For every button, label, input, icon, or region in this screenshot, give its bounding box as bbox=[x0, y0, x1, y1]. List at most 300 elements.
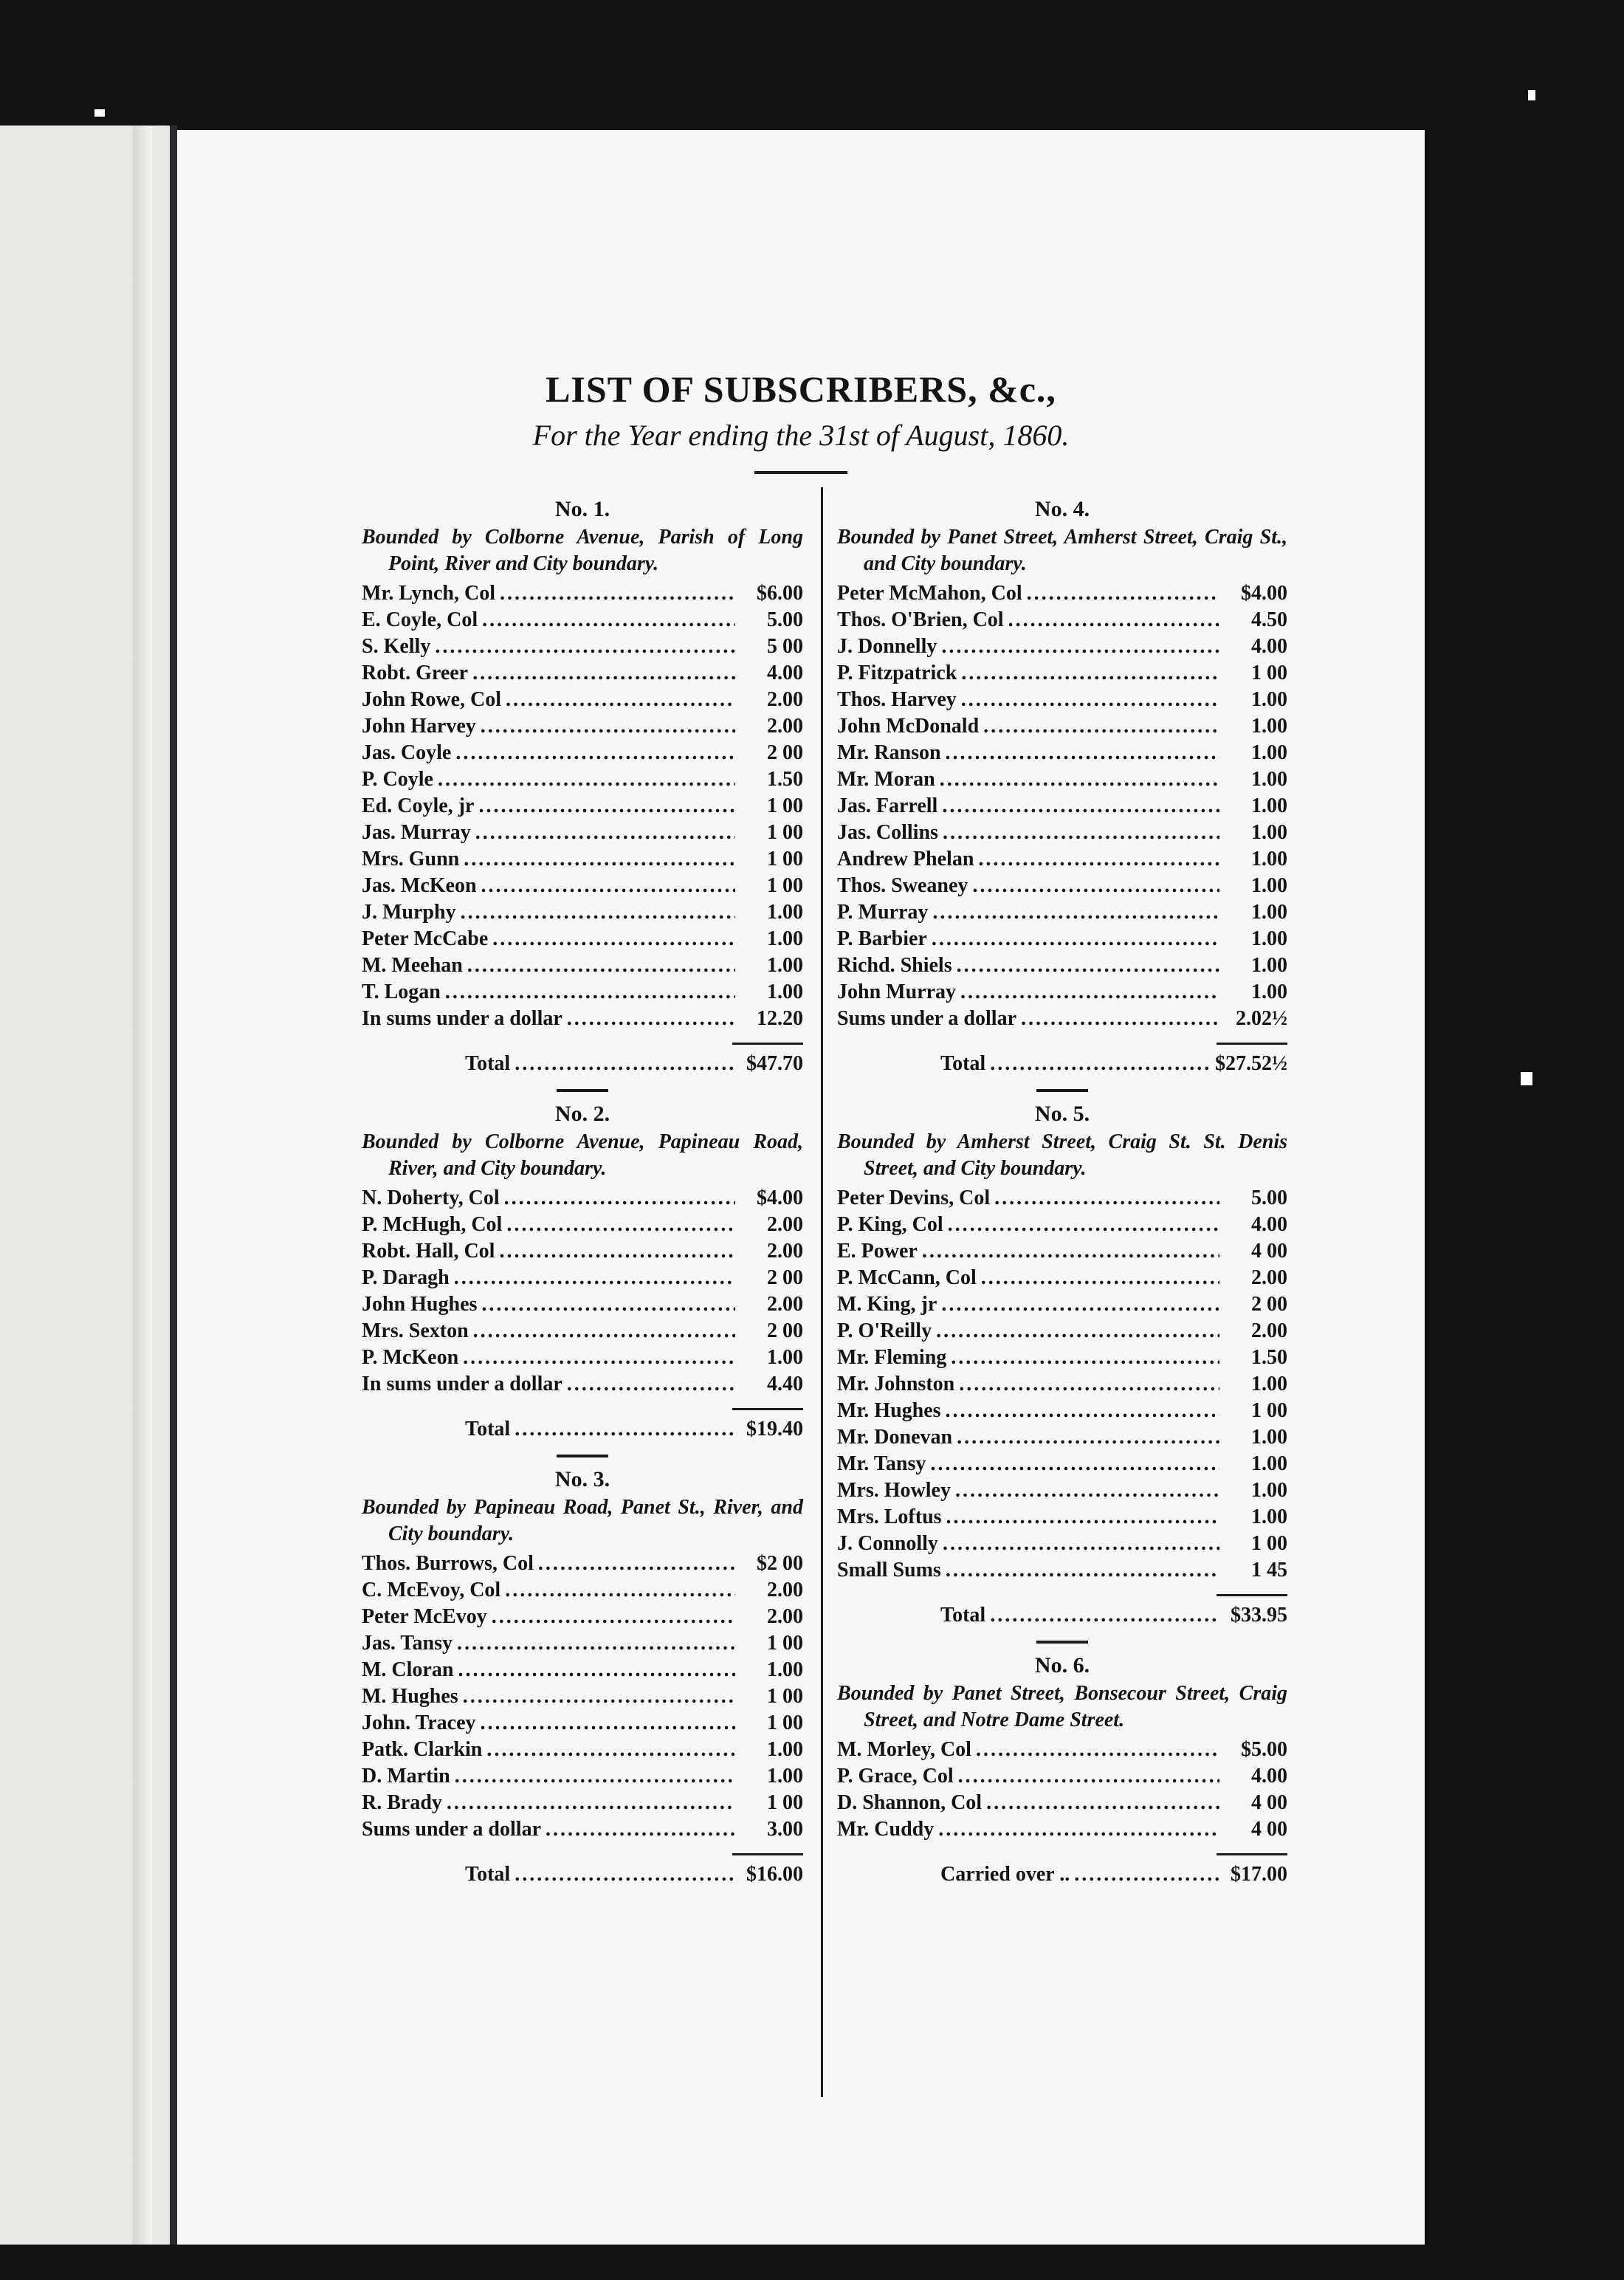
subscriber-amount: 1.00 bbox=[1251, 715, 1287, 738]
subscriber-row bbox=[837, 1451, 1287, 1477]
section-boundary: Bounded by Colborne Avenue, Parish of Long Point, River and City boundary. bbox=[362, 526, 803, 575]
leader-dots bbox=[458, 1657, 735, 1683]
leader-dots bbox=[515, 1051, 735, 1077]
total-amount: $17.00 bbox=[1231, 1863, 1287, 1886]
subscriber-amount: 2.00 bbox=[767, 1579, 803, 1601]
subscriber-amount: 2.02½ bbox=[1236, 1007, 1287, 1030]
total-amount: $33.95 bbox=[1231, 1604, 1287, 1627]
subscriber-amount: 4.00 bbox=[1251, 1213, 1287, 1236]
subscriber-row bbox=[837, 713, 1287, 740]
subscriber-row bbox=[837, 846, 1287, 873]
total-amount: $27.52½ bbox=[1215, 1052, 1287, 1075]
subscriber-amount: 1.00 bbox=[1251, 927, 1287, 950]
subscriber-row bbox=[837, 1318, 1287, 1345]
leader-dots bbox=[978, 846, 1219, 873]
subscriber-row bbox=[362, 1185, 803, 1212]
subscriber-amount: 1.00 bbox=[1251, 848, 1287, 871]
subscriber-name: Sums under a dollar bbox=[837, 1007, 1016, 1030]
subscriber-name: Ed. Coyle, jr bbox=[362, 794, 475, 817]
subscriber-row bbox=[837, 1265, 1287, 1291]
leader-dots bbox=[492, 1604, 735, 1630]
subscriber-row bbox=[362, 1790, 803, 1816]
subscriber-name: M. King, jr bbox=[837, 1293, 937, 1316]
subscriber-row bbox=[837, 1398, 1287, 1424]
subscriber-amount: 1.00 bbox=[767, 901, 803, 924]
leader-dots bbox=[957, 1424, 1219, 1451]
leader-dots bbox=[455, 740, 735, 766]
leader-dots bbox=[951, 1345, 1219, 1371]
subscriber-section bbox=[821, 1641, 1287, 1888]
total-amount: $19.40 bbox=[746, 1418, 803, 1441]
leader-dots bbox=[946, 1504, 1219, 1531]
subscriber-section bbox=[362, 495, 803, 1077]
subscriber-amount: 1 00 bbox=[767, 1685, 803, 1708]
total-rule bbox=[1217, 1594, 1287, 1596]
subscriber-name: P. O'Reilly bbox=[837, 1319, 932, 1342]
subscriber-row bbox=[362, 740, 803, 766]
subscriber-row bbox=[837, 1531, 1287, 1557]
subscriber-row bbox=[362, 1238, 803, 1265]
subscriber-row bbox=[837, 873, 1287, 899]
subscriber-amount: 1.00 bbox=[1251, 821, 1287, 844]
subscriber-name: J. Connolly bbox=[837, 1532, 938, 1555]
subscriber-amount: 1.00 bbox=[1251, 954, 1287, 977]
subscriber-amount: 1.00 bbox=[1251, 1373, 1287, 1395]
subscriber-name: Mr. Moran bbox=[837, 768, 935, 791]
leader-dots bbox=[941, 633, 1219, 660]
leader-dots bbox=[942, 793, 1219, 820]
section-heading: No. 2. bbox=[554, 1102, 610, 1126]
leader-dots bbox=[959, 1371, 1219, 1398]
subscriber-name: Jas. Tansy bbox=[362, 1632, 453, 1655]
subscriber-row bbox=[362, 1737, 803, 1763]
subscriber-amount: 1.00 bbox=[767, 981, 803, 1003]
subscriber-amount: 4 00 bbox=[1251, 1791, 1287, 1814]
section-heading: No. 1. bbox=[554, 497, 610, 521]
subscriber-amount: 2.00 bbox=[1251, 1319, 1287, 1342]
leader-dots bbox=[505, 1577, 735, 1604]
page-subtitle: For the Year ending the 31st of August, 1860. bbox=[532, 419, 1070, 452]
scan-speck bbox=[1528, 90, 1535, 100]
subscriber-name: J. Donnelly bbox=[837, 635, 937, 658]
subscriber-name: P. Grace, Col bbox=[837, 1765, 954, 1788]
subscriber-name: Peter McMahon, Col bbox=[837, 582, 1022, 605]
leader-dots bbox=[481, 873, 735, 899]
leader-dots bbox=[961, 660, 1219, 687]
subscriber-row bbox=[837, 793, 1287, 820]
page-gutter bbox=[133, 126, 152, 2245]
total-amount: $16.00 bbox=[746, 1863, 803, 1886]
section-separator bbox=[557, 1089, 608, 1092]
subscriber-name: Mrs. Gunn bbox=[362, 848, 460, 871]
leader-dots bbox=[504, 1185, 735, 1212]
subscriber-amount: 1.00 bbox=[1251, 688, 1287, 711]
subscriber-name: Mrs. Howley bbox=[837, 1479, 951, 1502]
subscriber-row bbox=[362, 1816, 803, 1843]
leader-dots bbox=[473, 1318, 735, 1345]
subscriber-amount: 1.00 bbox=[767, 927, 803, 950]
subscriber-name: R. Brady bbox=[362, 1791, 442, 1814]
subscriber-amount: 5.00 bbox=[1251, 1187, 1287, 1209]
subscriber-amount: $4.00 bbox=[1241, 582, 1287, 605]
subscriber-amount: 1.00 bbox=[1251, 1505, 1287, 1528]
subscriber-row bbox=[837, 1477, 1287, 1504]
subscriber-row bbox=[837, 1424, 1287, 1451]
subscriber-amount: 1 00 bbox=[767, 1632, 803, 1655]
leader-dots bbox=[946, 1398, 1219, 1424]
subscriber-row bbox=[837, 1371, 1287, 1398]
section-boundary: Bounded by Colborne Avenue, Papineau Road, River, and City boundary. bbox=[362, 1130, 803, 1180]
subscriber-name: Mr. Ranson bbox=[837, 741, 941, 764]
subscriber-name: Mr. Tansy bbox=[837, 1452, 926, 1475]
subscriber-amount: 1.00 bbox=[1251, 768, 1287, 791]
subscriber-amount: 1.00 bbox=[767, 1658, 803, 1681]
subscriber-name: P. Coyle bbox=[362, 768, 433, 791]
subscriber-amount: 2.00 bbox=[767, 715, 803, 738]
subscriber-name: Peter Devins, Col bbox=[837, 1187, 991, 1209]
leader-dots bbox=[435, 633, 735, 660]
subscriber-amount: 5 00 bbox=[767, 635, 803, 658]
leader-dots bbox=[463, 1345, 735, 1371]
subscriber-amount: $4.00 bbox=[757, 1187, 803, 1209]
subscriber-name: Mr. Donevan bbox=[837, 1426, 953, 1449]
leader-dots bbox=[990, 1602, 1219, 1629]
subscriber-row bbox=[362, 793, 803, 820]
leader-dots bbox=[463, 1683, 735, 1710]
subscriber-name: Mr. Johnston bbox=[837, 1373, 955, 1395]
subscriber-amount: 2.00 bbox=[767, 1240, 803, 1263]
subscriber-name: M. Meehan bbox=[362, 954, 463, 977]
subscriber-row bbox=[837, 899, 1287, 926]
subscriber-name: John Murray bbox=[837, 981, 956, 1003]
subscriber-row bbox=[362, 1291, 803, 1318]
subscriber-amount: 4.40 bbox=[767, 1373, 803, 1395]
subscriber-row bbox=[362, 1577, 803, 1604]
subscriber-name: Mr. Cuddy bbox=[837, 1818, 935, 1841]
leader-dots bbox=[481, 713, 735, 740]
subscriber-amount: 4.50 bbox=[1251, 608, 1287, 631]
subscriber-name: In sums under a dollar bbox=[362, 1373, 562, 1395]
subscriber-name: Andrew Phelan bbox=[837, 848, 974, 871]
subscriber-name: Richd. Shiels bbox=[837, 954, 952, 977]
leader-dots bbox=[515, 1416, 735, 1443]
subscriber-row bbox=[362, 766, 803, 793]
subscriber-row bbox=[837, 952, 1287, 979]
subscriber-row bbox=[837, 766, 1287, 793]
subscriber-name: M. Morley, Col bbox=[837, 1738, 971, 1761]
subscriber-name: Thos. Harvey bbox=[837, 688, 957, 711]
leader-dots bbox=[943, 1531, 1219, 1557]
subscriber-row bbox=[837, 1816, 1287, 1843]
section-heading: No. 5. bbox=[1034, 1102, 1090, 1126]
subscriber-row bbox=[837, 1238, 1287, 1265]
subscriber-name: Mrs. Loftus bbox=[837, 1505, 942, 1528]
leader-dots bbox=[994, 1185, 1219, 1212]
leader-dots bbox=[960, 979, 1219, 1006]
subscriber-name: P. McKeon bbox=[362, 1346, 459, 1369]
subscriber-row bbox=[362, 846, 803, 873]
subscriber-name: D. Martin bbox=[362, 1765, 450, 1788]
subscriber-name: Robt. Hall, Col bbox=[362, 1240, 495, 1263]
section-separator bbox=[1036, 1089, 1088, 1092]
total-rule bbox=[732, 1043, 803, 1045]
leader-dots bbox=[472, 660, 735, 687]
subscriber-name: S. Kelly bbox=[362, 635, 431, 658]
subscriber-name: Peter McEvoy bbox=[362, 1605, 487, 1628]
subscriber-row bbox=[362, 979, 803, 1006]
section-heading: No. 3. bbox=[554, 1467, 610, 1491]
subscriber-name: J. Murphy bbox=[362, 901, 456, 924]
subscriber-row bbox=[362, 1371, 803, 1398]
total-rule bbox=[732, 1408, 803, 1410]
subscriber-row bbox=[362, 1551, 803, 1577]
total-rule bbox=[732, 1853, 803, 1855]
subscriber-name: M. Cloran bbox=[362, 1658, 454, 1681]
subscriber-name: P. Barbier bbox=[837, 927, 927, 950]
total-row bbox=[362, 1416, 803, 1443]
subscriber-amount: 2.00 bbox=[767, 1605, 803, 1628]
subscriber-row bbox=[362, 1345, 803, 1371]
subscriber-amount: 1.00 bbox=[767, 954, 803, 977]
subscriber-name: P. Murray bbox=[837, 901, 929, 924]
subscriber-amount: 1 00 bbox=[1251, 662, 1287, 684]
subscriber-row bbox=[837, 580, 1287, 607]
subscriber-amount: 1.00 bbox=[1251, 1479, 1287, 1502]
subscriber-name: M. Hughes bbox=[362, 1685, 458, 1708]
subscriber-amount: 2.00 bbox=[767, 1213, 803, 1236]
leader-dots bbox=[932, 899, 1219, 926]
leader-dots bbox=[478, 793, 735, 820]
subscriber-row bbox=[362, 687, 803, 713]
subscriber-row bbox=[362, 1265, 803, 1291]
subscriber-row bbox=[837, 1212, 1287, 1238]
subscriber-name: N. Doherty, Col bbox=[362, 1187, 500, 1209]
leader-dots bbox=[500, 580, 735, 607]
subscriber-name: P. McCann, Col bbox=[837, 1266, 977, 1289]
subscriber-amount: 4.00 bbox=[1251, 635, 1287, 658]
subscriber-row bbox=[837, 1504, 1287, 1531]
subscriber-amount: 1 00 bbox=[767, 1711, 803, 1734]
leader-dots bbox=[506, 1212, 735, 1238]
total-label: Total bbox=[940, 1052, 986, 1075]
subscriber-amount: 1 00 bbox=[767, 874, 803, 897]
subscriber-amount: 1.00 bbox=[1251, 741, 1287, 764]
leader-dots bbox=[955, 1477, 1219, 1504]
subscriber-row bbox=[362, 1710, 803, 1737]
subscriber-amount: 1.00 bbox=[1251, 901, 1287, 924]
total-label: Carried over .. bbox=[940, 1863, 1070, 1886]
subscriber-row bbox=[362, 820, 803, 846]
leader-dots bbox=[475, 820, 735, 846]
subscriber-name: P. King, Col bbox=[837, 1213, 943, 1236]
subscriber-row bbox=[837, 1737, 1287, 1763]
subscriber-row bbox=[362, 1763, 803, 1790]
section-separator bbox=[1036, 1641, 1088, 1644]
subscriber-row bbox=[362, 580, 803, 607]
subscriber-name: P. Fitzpatrick bbox=[837, 662, 957, 684]
subscriber-amount: $6.00 bbox=[757, 582, 803, 605]
subscriber-row bbox=[837, 1185, 1287, 1212]
subscriber-name: Thos. Burrows, Col bbox=[362, 1552, 534, 1575]
subscriber-name: Patk. Clarkin bbox=[362, 1738, 483, 1761]
leader-dots bbox=[447, 1790, 735, 1816]
leader-dots bbox=[445, 979, 735, 1006]
leader-dots bbox=[1074, 1861, 1219, 1888]
subscriber-row bbox=[837, 740, 1287, 766]
left-column bbox=[362, 492, 803, 1888]
leader-dots bbox=[986, 1790, 1219, 1816]
subscriber-amount: 1 00 bbox=[767, 848, 803, 871]
leader-dots bbox=[492, 926, 735, 952]
subscriber-amount: 3.00 bbox=[767, 1818, 803, 1841]
subscriber-amount: 1 00 bbox=[1251, 1532, 1287, 1555]
scan-speck bbox=[1521, 1072, 1532, 1085]
section-boundary: Bounded by Panet Street, Bonsecour Street, Craig Street, and Notre Dame Street. bbox=[837, 1682, 1287, 1731]
subscriber-row bbox=[362, 713, 803, 740]
subscriber-amount: 2 00 bbox=[767, 1319, 803, 1342]
subscriber-name: Jas. Murray bbox=[362, 821, 471, 844]
subscriber-row bbox=[362, 926, 803, 952]
subscriber-row bbox=[362, 1604, 803, 1630]
leader-dots bbox=[567, 1371, 735, 1398]
subscriber-name: Jas. Coyle bbox=[362, 741, 452, 764]
total-rule bbox=[1217, 1853, 1287, 1855]
subscriber-amount: 4 00 bbox=[1251, 1240, 1287, 1263]
leader-dots bbox=[961, 687, 1219, 713]
leader-dots bbox=[943, 820, 1219, 846]
subscriber-row bbox=[362, 1657, 803, 1683]
subscriber-amount: 1.00 bbox=[1251, 1426, 1287, 1449]
subscriber-row bbox=[362, 1212, 803, 1238]
subscriber-row bbox=[837, 1790, 1287, 1816]
subscriber-section bbox=[821, 495, 1287, 1077]
subscriber-amount: 1 00 bbox=[1251, 1399, 1287, 1422]
leader-dots bbox=[464, 846, 735, 873]
subscriber-amount: 2.00 bbox=[767, 1293, 803, 1316]
subscriber-row bbox=[837, 926, 1287, 952]
subscriber-amount: 2.00 bbox=[767, 688, 803, 711]
subscriber-amount: 2.00 bbox=[1251, 1266, 1287, 1289]
total-row bbox=[837, 1602, 1287, 1629]
scan-speck bbox=[94, 109, 105, 117]
subscriber-name: Thos. O'Brien, Col bbox=[837, 608, 1004, 631]
subscriber-amount: 2 00 bbox=[1251, 1293, 1287, 1316]
leader-dots bbox=[506, 687, 735, 713]
subscriber-name: P. McHugh, Col bbox=[362, 1213, 503, 1236]
subscriber-row bbox=[837, 687, 1287, 713]
subscriber-row bbox=[362, 633, 803, 660]
subscriber-amount: 1 00 bbox=[767, 821, 803, 844]
subscriber-row bbox=[837, 1557, 1287, 1584]
subscriber-amount: 2 00 bbox=[767, 741, 803, 764]
subscriber-row bbox=[837, 1291, 1287, 1318]
subscriber-name: T. Logan bbox=[362, 981, 441, 1003]
subscriber-name: Sums under a dollar bbox=[362, 1818, 541, 1841]
subscriber-row bbox=[362, 899, 803, 926]
subscriber-row bbox=[837, 1006, 1287, 1032]
total-label: Total bbox=[465, 1863, 511, 1886]
subscriber-row bbox=[362, 1318, 803, 1345]
subscriber-name: John McDonald bbox=[837, 715, 980, 738]
leader-dots bbox=[1027, 580, 1219, 607]
subscriber-amount: $5.00 bbox=[1241, 1738, 1287, 1761]
leader-dots bbox=[940, 766, 1219, 793]
subscriber-name: Mrs. Sexton bbox=[362, 1319, 469, 1342]
subscriber-amount: 1.00 bbox=[767, 1346, 803, 1369]
total-label: Total bbox=[465, 1418, 511, 1441]
subscriber-name: C. McEvoy, Col bbox=[362, 1579, 501, 1601]
subscriber-row bbox=[837, 607, 1287, 633]
subscriber-name: Robt. Greer bbox=[362, 662, 469, 684]
subscriber-name: John Rowe, Col bbox=[362, 688, 502, 711]
total-amount: $47.70 bbox=[746, 1052, 803, 1075]
subscriber-name: Mr. Lynch, Col bbox=[362, 582, 495, 605]
subscriber-name: P. Daragh bbox=[362, 1266, 450, 1289]
subscriber-amount: 12.20 bbox=[757, 1007, 803, 1030]
subscriber-name: John Hughes bbox=[362, 1293, 478, 1316]
subscriber-name: Peter McCabe bbox=[362, 927, 489, 950]
leader-dots bbox=[461, 899, 735, 926]
subscriber-row bbox=[837, 1345, 1287, 1371]
leader-dots bbox=[946, 1557, 1219, 1584]
total-label: Total bbox=[940, 1604, 986, 1627]
subscriber-row bbox=[362, 660, 803, 687]
subscriber-amount: 4.00 bbox=[767, 662, 803, 684]
subscriber-name: Small Sums bbox=[837, 1559, 941, 1582]
subscriber-name: In sums under a dollar bbox=[362, 1007, 562, 1030]
subscriber-amount: 1.00 bbox=[767, 1765, 803, 1788]
leader-dots bbox=[972, 873, 1219, 899]
leader-dots bbox=[457, 1630, 735, 1657]
section-heading: No. 4. bbox=[1034, 497, 1090, 521]
subscriber-row bbox=[837, 820, 1287, 846]
subscriber-name: E. Coyle, Col bbox=[362, 608, 478, 631]
leader-dots bbox=[515, 1861, 735, 1888]
subscriber-amount: 2 00 bbox=[767, 1266, 803, 1289]
leader-dots bbox=[976, 1737, 1219, 1763]
subscriber-amount: 1 00 bbox=[767, 794, 803, 817]
leader-dots bbox=[1008, 607, 1219, 633]
subscriber-amount: 1.00 bbox=[1251, 981, 1287, 1003]
leader-dots bbox=[1021, 1006, 1219, 1032]
leader-dots bbox=[941, 1291, 1219, 1318]
subscriber-name: Jas. Collins bbox=[837, 821, 938, 844]
subscriber-section bbox=[362, 1089, 803, 1443]
subscriber-name: Mr. Fleming bbox=[837, 1346, 947, 1369]
subscriber-row bbox=[362, 1006, 803, 1032]
leader-dots bbox=[981, 1265, 1219, 1291]
leader-dots bbox=[455, 1763, 735, 1790]
subscriber-amount: 5.00 bbox=[767, 608, 803, 631]
subscriber-section bbox=[821, 1089, 1287, 1629]
right-column bbox=[821, 492, 1287, 1888]
leader-dots bbox=[482, 607, 735, 633]
subscriber-row bbox=[837, 633, 1287, 660]
subscriber-row bbox=[362, 952, 803, 979]
section-separator bbox=[557, 1455, 608, 1457]
leader-dots bbox=[958, 1763, 1219, 1790]
subscriber-name: D. Shannon, Col bbox=[837, 1791, 983, 1814]
leader-dots bbox=[538, 1551, 735, 1577]
total-label: Total bbox=[465, 1052, 511, 1075]
subscriber-row bbox=[362, 607, 803, 633]
leader-dots bbox=[567, 1006, 735, 1032]
leader-dots bbox=[438, 766, 735, 793]
subscriber-amount: 1.00 bbox=[767, 1738, 803, 1761]
subscriber-name: Jas. Farrell bbox=[837, 794, 938, 817]
leader-dots bbox=[499, 1238, 735, 1265]
subscriber-row bbox=[362, 873, 803, 899]
